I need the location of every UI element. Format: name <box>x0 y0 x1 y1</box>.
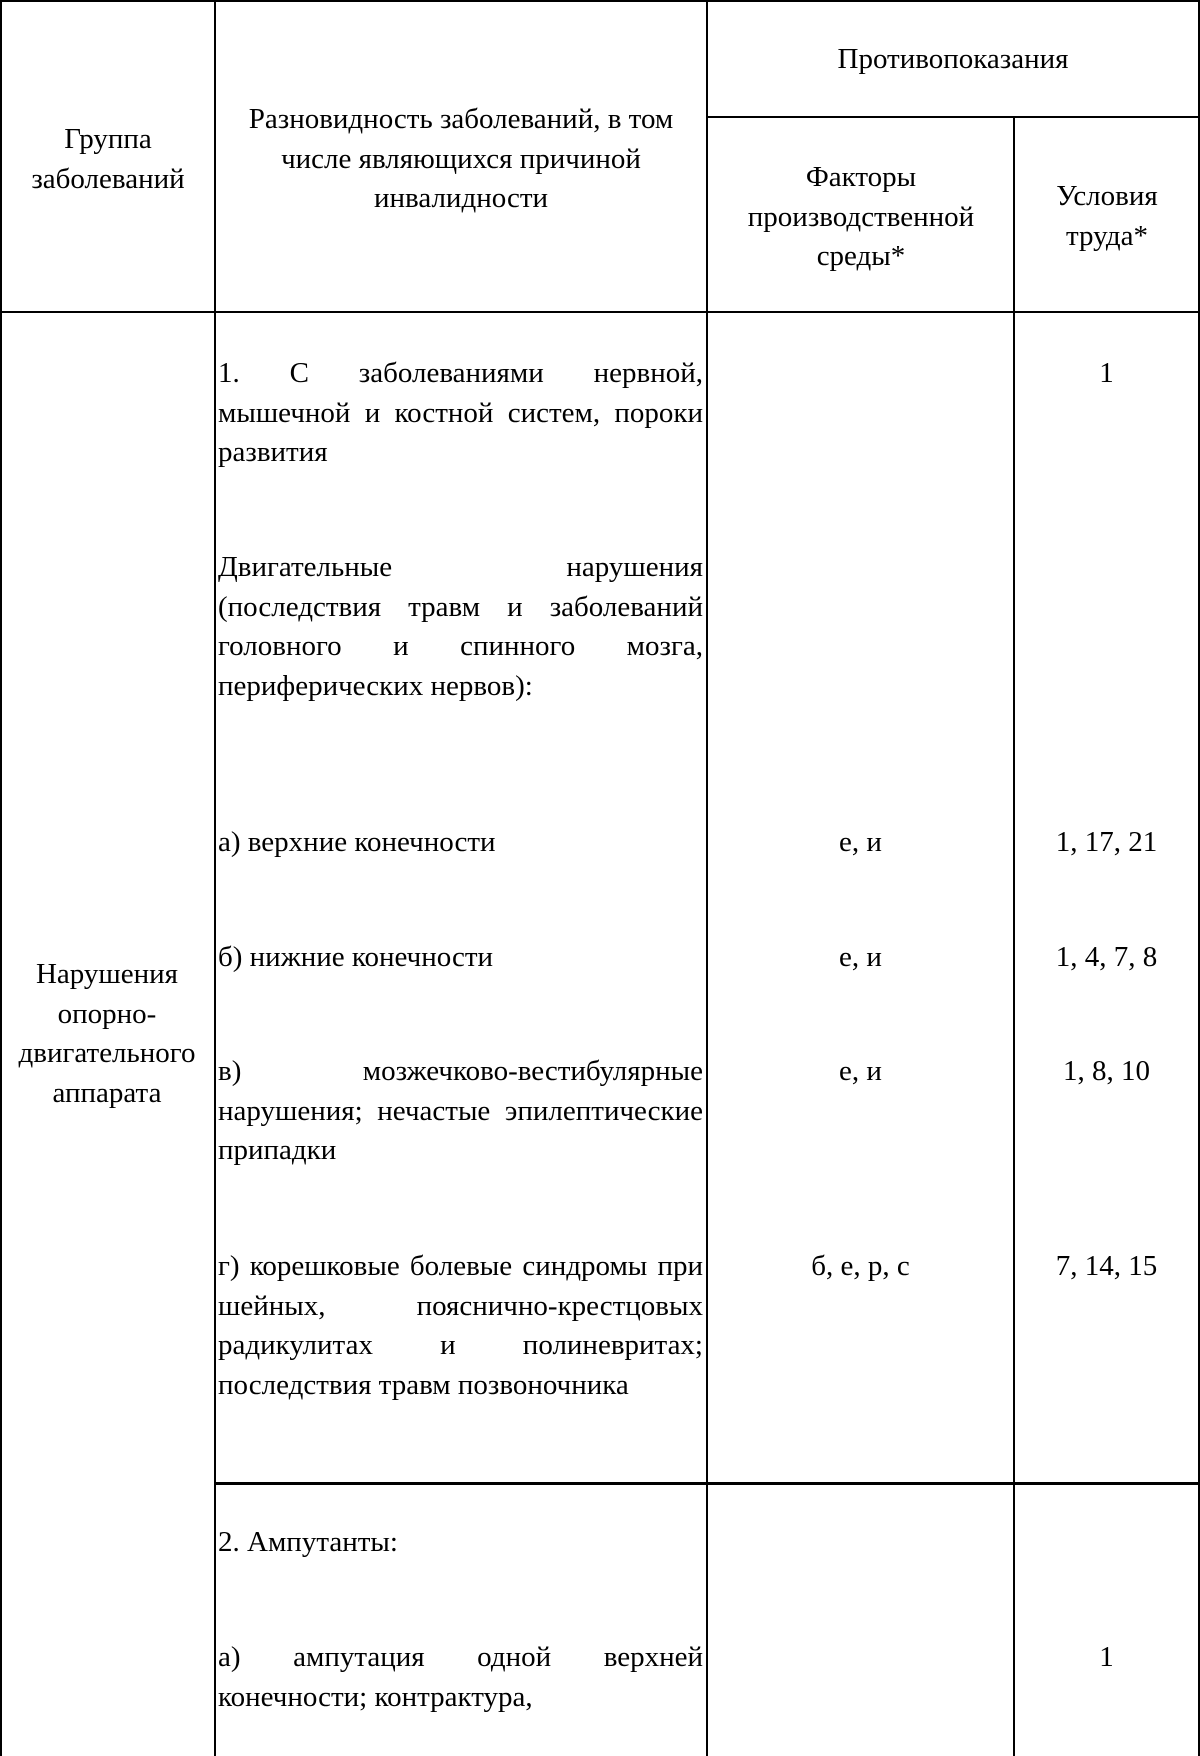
table-border-left <box>0 0 2 1756</box>
section1-title-conditions: 1 <box>1099 357 1114 389</box>
row-lower-limbs-text: б) нижние конечности <box>218 941 494 973</box>
header-conditions: Условия труда* <box>1056 180 1158 252</box>
header-bottom-border <box>0 311 1200 313</box>
header-group: Группа заболеваний <box>31 123 185 195</box>
table-border-top <box>0 0 1200 2</box>
row-upper-limbs-conditions: 1, 17, 21 <box>1055 826 1158 858</box>
row-amputation-conditions: 1 <box>1099 1641 1114 1673</box>
group-name: Нарушения опорно-двигательного аппарата <box>18 958 196 1109</box>
row-cerebellar-factors: е, и <box>839 1055 882 1087</box>
row-amputation-text: а) ампутация одной верхней конечности; контрактура, <box>218 1641 703 1713</box>
row-lower-limbs-factors: е, и <box>839 941 882 973</box>
column-divider-1 <box>214 0 216 1756</box>
section-divider <box>214 1482 1200 1485</box>
row-radicular-text: г) корешковые болевые синдромы при шейных, пояснично-крестцовых радикулитах и полиневритах; последствия травм позвоночника <box>218 1250 703 1401</box>
section1-title: 1. С заболеваниями нервной, мышечной и костной систем, пороки развития <box>218 357 703 468</box>
row-upper-limbs-factors: е, и <box>839 826 882 858</box>
row-cerebellar-text: в) мозжечково-вестибулярные нарушения; нечастые эпилептические припадки <box>218 1055 703 1166</box>
row-cerebellar-conditions: 1, 8, 10 <box>1063 1055 1150 1087</box>
section1-subtitle: Двигательные нарушения (последствия травм и заболеваний головного и спинного мозга, периферических нервов): <box>218 551 703 702</box>
row-radicular-conditions: 7, 14, 15 <box>1055 1250 1158 1282</box>
header-contraindications: Противопоказания <box>837 43 1069 75</box>
header-factors: Факторы производственной среды* <box>747 161 975 272</box>
row-upper-limbs-text: а) верхние конечности <box>218 826 496 858</box>
row-lower-limbs-conditions: 1, 4, 7, 8 <box>1055 941 1158 973</box>
header-subdivider <box>706 116 1200 118</box>
column-divider-2 <box>706 0 708 1756</box>
row-radicular-factors: б, е, р, с <box>811 1250 910 1282</box>
header-variety: Разновидность заболеваний, в том числе являющихся причиной инвалидности <box>248 103 674 214</box>
section2-title: 2. Ампутанты: <box>218 1526 398 1558</box>
